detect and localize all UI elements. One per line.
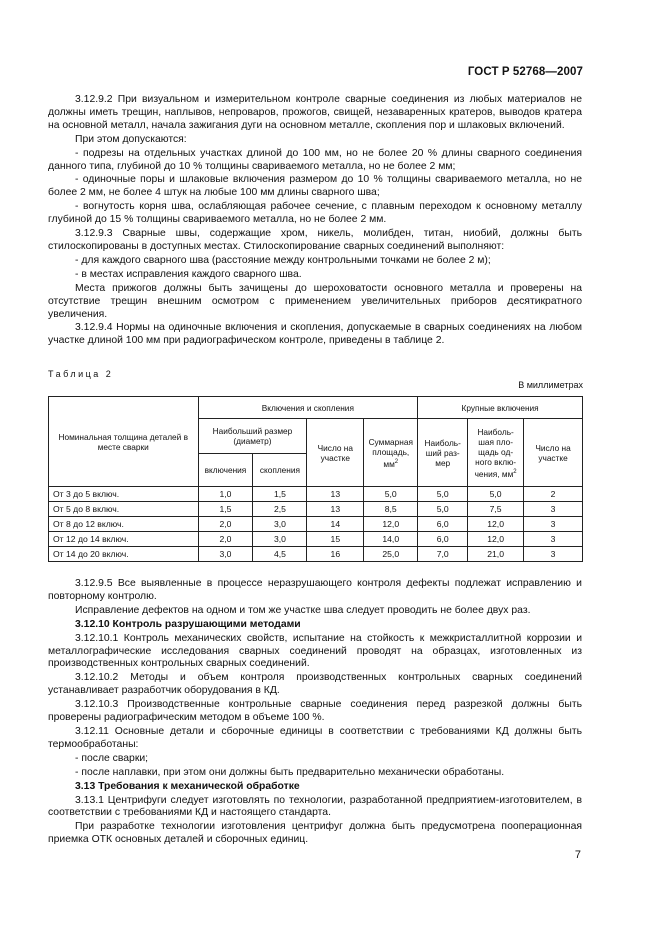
- cell: От 8 до 12 включ.: [49, 517, 199, 532]
- header-inclusions: Включения и скопления: [198, 397, 418, 419]
- header-large-inclusions: Крупные включения: [418, 397, 583, 419]
- list-item: - для каждого сварного шва (расстояние между контрольными точками не более 2 м);: [75, 254, 491, 266]
- cell: 5,0: [364, 487, 418, 502]
- page-number: 7: [574, 849, 581, 861]
- header-max-area-text: Наиболь-шая пло-щадь од-ного вклю-чения, мм: [474, 426, 517, 479]
- section-heading: 3.13 Требования к механической обработке: [75, 780, 300, 792]
- paragraph: При разработке технологии изготовления центрифуг должна быть предусмотрена пооперационная приемка ОТК основных деталей и сборочных единиц.: [48, 821, 582, 846]
- cell: 16: [307, 547, 364, 562]
- cell: 6,0: [418, 517, 468, 532]
- cell: 3: [524, 517, 583, 532]
- header-total-area: [364, 419, 418, 487]
- cell: 13: [307, 487, 364, 502]
- defects-table: [48, 396, 583, 562]
- cell: 2: [524, 487, 583, 502]
- cell: 7,5: [468, 502, 524, 517]
- list-item: - после сварки;: [75, 752, 149, 764]
- superscript: 2: [394, 458, 399, 465]
- cell: 5,0: [468, 487, 524, 502]
- table-row: [49, 487, 583, 502]
- paragraph: Исправление дефектов на одном и том же участке шва следует проводить не более двух раз.: [75, 604, 531, 616]
- cell: 7,0: [418, 547, 468, 562]
- list-item: - вогнутость корня шва, ослабляющая рабочее сечение, с плавным переходом к основному металлу глубиной до 15 % толщины свариваемого металла, но не более 2 мм.: [48, 201, 582, 226]
- header-cluster: скопления: [253, 454, 307, 487]
- table-row: [49, 517, 583, 532]
- body-text-bottom: [48, 578, 582, 848]
- cell: От 3 до 5 включ.: [49, 487, 199, 502]
- cell: 14: [307, 517, 364, 532]
- paragraph: 3.12.11 Основные детали и сборочные единицы в соответствии с требованиями КД должны быть термообработаны:: [48, 725, 582, 750]
- paragraph: 3.12.10.2 Методы и объем контроля производственных контрольных сварных соединений устанавливает разработчик оборудования в КД.: [48, 672, 582, 697]
- cell: 12,0: [468, 532, 524, 547]
- cell: 1,5: [198, 502, 253, 517]
- paragraph: 3.12.9.3 Сварные швы, содержащие хром, никель, молибден, титан, ниобий, должны быть стилоскопированы в доступных местах. Стилоскопирование сварных соединений выполняют:: [48, 228, 582, 252]
- table-units: В миллиметрах: [518, 380, 583, 390]
- cell: От 12 до 14 включ.: [49, 532, 199, 547]
- paragraph: 3.13.1 Центрифуги следует изготовлять по технологии, разработанной предприятием-изготовителем, в соответствии с требованиями КД и настоящего стандарта.: [48, 794, 582, 819]
- cell: 3,0: [253, 532, 307, 547]
- cell: 3,0: [198, 547, 253, 562]
- header-count: Число на участке: [307, 419, 364, 487]
- header-incl: включения: [198, 454, 253, 487]
- cell: 5,0: [418, 502, 468, 517]
- body-text-top: [48, 94, 582, 349]
- paragraph: При этом допускаются:: [75, 133, 187, 145]
- cell: От 14 до 20 включ.: [49, 547, 199, 562]
- cell: 4,5: [253, 547, 307, 562]
- superscript: 2: [513, 468, 517, 475]
- header-max-dim: Наиболь-ший раз-мер: [418, 419, 468, 487]
- section-heading: 3.12.10 Контроль разрушающими методами: [75, 618, 301, 630]
- cell: 3: [524, 532, 583, 547]
- paragraph: 3.12.9.2 При визуальном и измерительном контроле сварные соединения из любых материалов не должны иметь трещин, наплывов, непроваров, прожогов, свищей, незаваренных кратеров, выводов кратера на основной металл, начала зажигания дуги на основном металле, скопления пор и шлаковых включений.: [48, 94, 582, 131]
- cell: 15: [307, 532, 364, 547]
- cell: 21,0: [468, 547, 524, 562]
- cell: 13: [307, 502, 364, 517]
- cell: 1,5: [253, 487, 307, 502]
- cell: 1,0: [198, 487, 253, 502]
- header-total-area-text: Суммарная площадь, мм: [368, 436, 413, 469]
- cell: От 5 до 8 включ.: [49, 502, 199, 517]
- cell: 12,0: [468, 517, 524, 532]
- paragraph: Места прижогов должны быть зачищены до шероховатости основного металла и проверены на отсутствие трещин внешним осмотром с применением увеличительных приборов десятикратного увеличения.: [48, 282, 582, 320]
- table-row: [49, 547, 583, 562]
- table-row: [49, 502, 583, 517]
- cell: 2,5: [253, 502, 307, 517]
- cell: 5,0: [418, 487, 468, 502]
- header-thickness: Номинальная толщина деталей в месте сварки: [49, 397, 199, 487]
- cell: 25,0: [364, 547, 418, 562]
- list-item: - одиночные поры и шлаковые включения размером до 10 % толщины свариваемого металла, но не более 2 мм, не более 4 штук на любые 100 мм длины сварного шва;: [48, 174, 582, 199]
- table-row: [49, 532, 583, 547]
- list-item: - подрезы на отдельных участках длиной до 100 мм, но не более 20 % длины сварного соединения данного типа, глубиной до 10 % толщины свариваемого металла, но не более 2 мм;: [48, 147, 582, 172]
- cell: 3: [524, 502, 583, 517]
- header-max-area: [468, 419, 524, 487]
- cell: 14,0: [364, 532, 418, 547]
- document-header: ГОСТ Р 52768—2007: [467, 66, 583, 78]
- cell: 3: [524, 547, 583, 562]
- paragraph: 3.12.10.3 Производственные контрольные сварные соединения перед разрезкой должны быть проверены радиографическим методом в объеме 100 %.: [48, 699, 582, 724]
- cell: 2,0: [198, 517, 253, 532]
- cell: 8,5: [364, 502, 418, 517]
- paragraph: 3.12.9.5 Все выявленные в процессе неразрушающего контроля дефекты подлежат исправлению и повторному контролю.: [48, 578, 582, 602]
- cell: 6,0: [418, 532, 468, 547]
- cell: 2,0: [198, 532, 253, 547]
- list-item: - после наплавки, при этом они должны быть предварительно механически обработаны.: [75, 766, 505, 778]
- header-count-large: Число на участке: [524, 419, 583, 487]
- cell: 3,0: [253, 517, 307, 532]
- cell: 12,0: [364, 517, 418, 532]
- table-label: Таблица 2: [48, 369, 114, 379]
- paragraph: 3.12.10.1 Контроль механических свойств, испытание на стойкость к межкристаллитной коррозии и металлографические исследования сварных соединений проводят на образцах, изготовленных из производственных контрольных сварных соединений.: [48, 632, 582, 670]
- header-max-size: Наибольший размер (диаметр): [198, 419, 307, 454]
- paragraph: 3.12.9.4 Нормы на одиночные включения и скопления, допускаемые в сварных соединениях на любом участке длиной 100 мм при радиографическом контроле, приведены в таблице 2.: [48, 322, 582, 347]
- list-item: - в местах исправления каждого сварного шва.: [75, 268, 302, 280]
